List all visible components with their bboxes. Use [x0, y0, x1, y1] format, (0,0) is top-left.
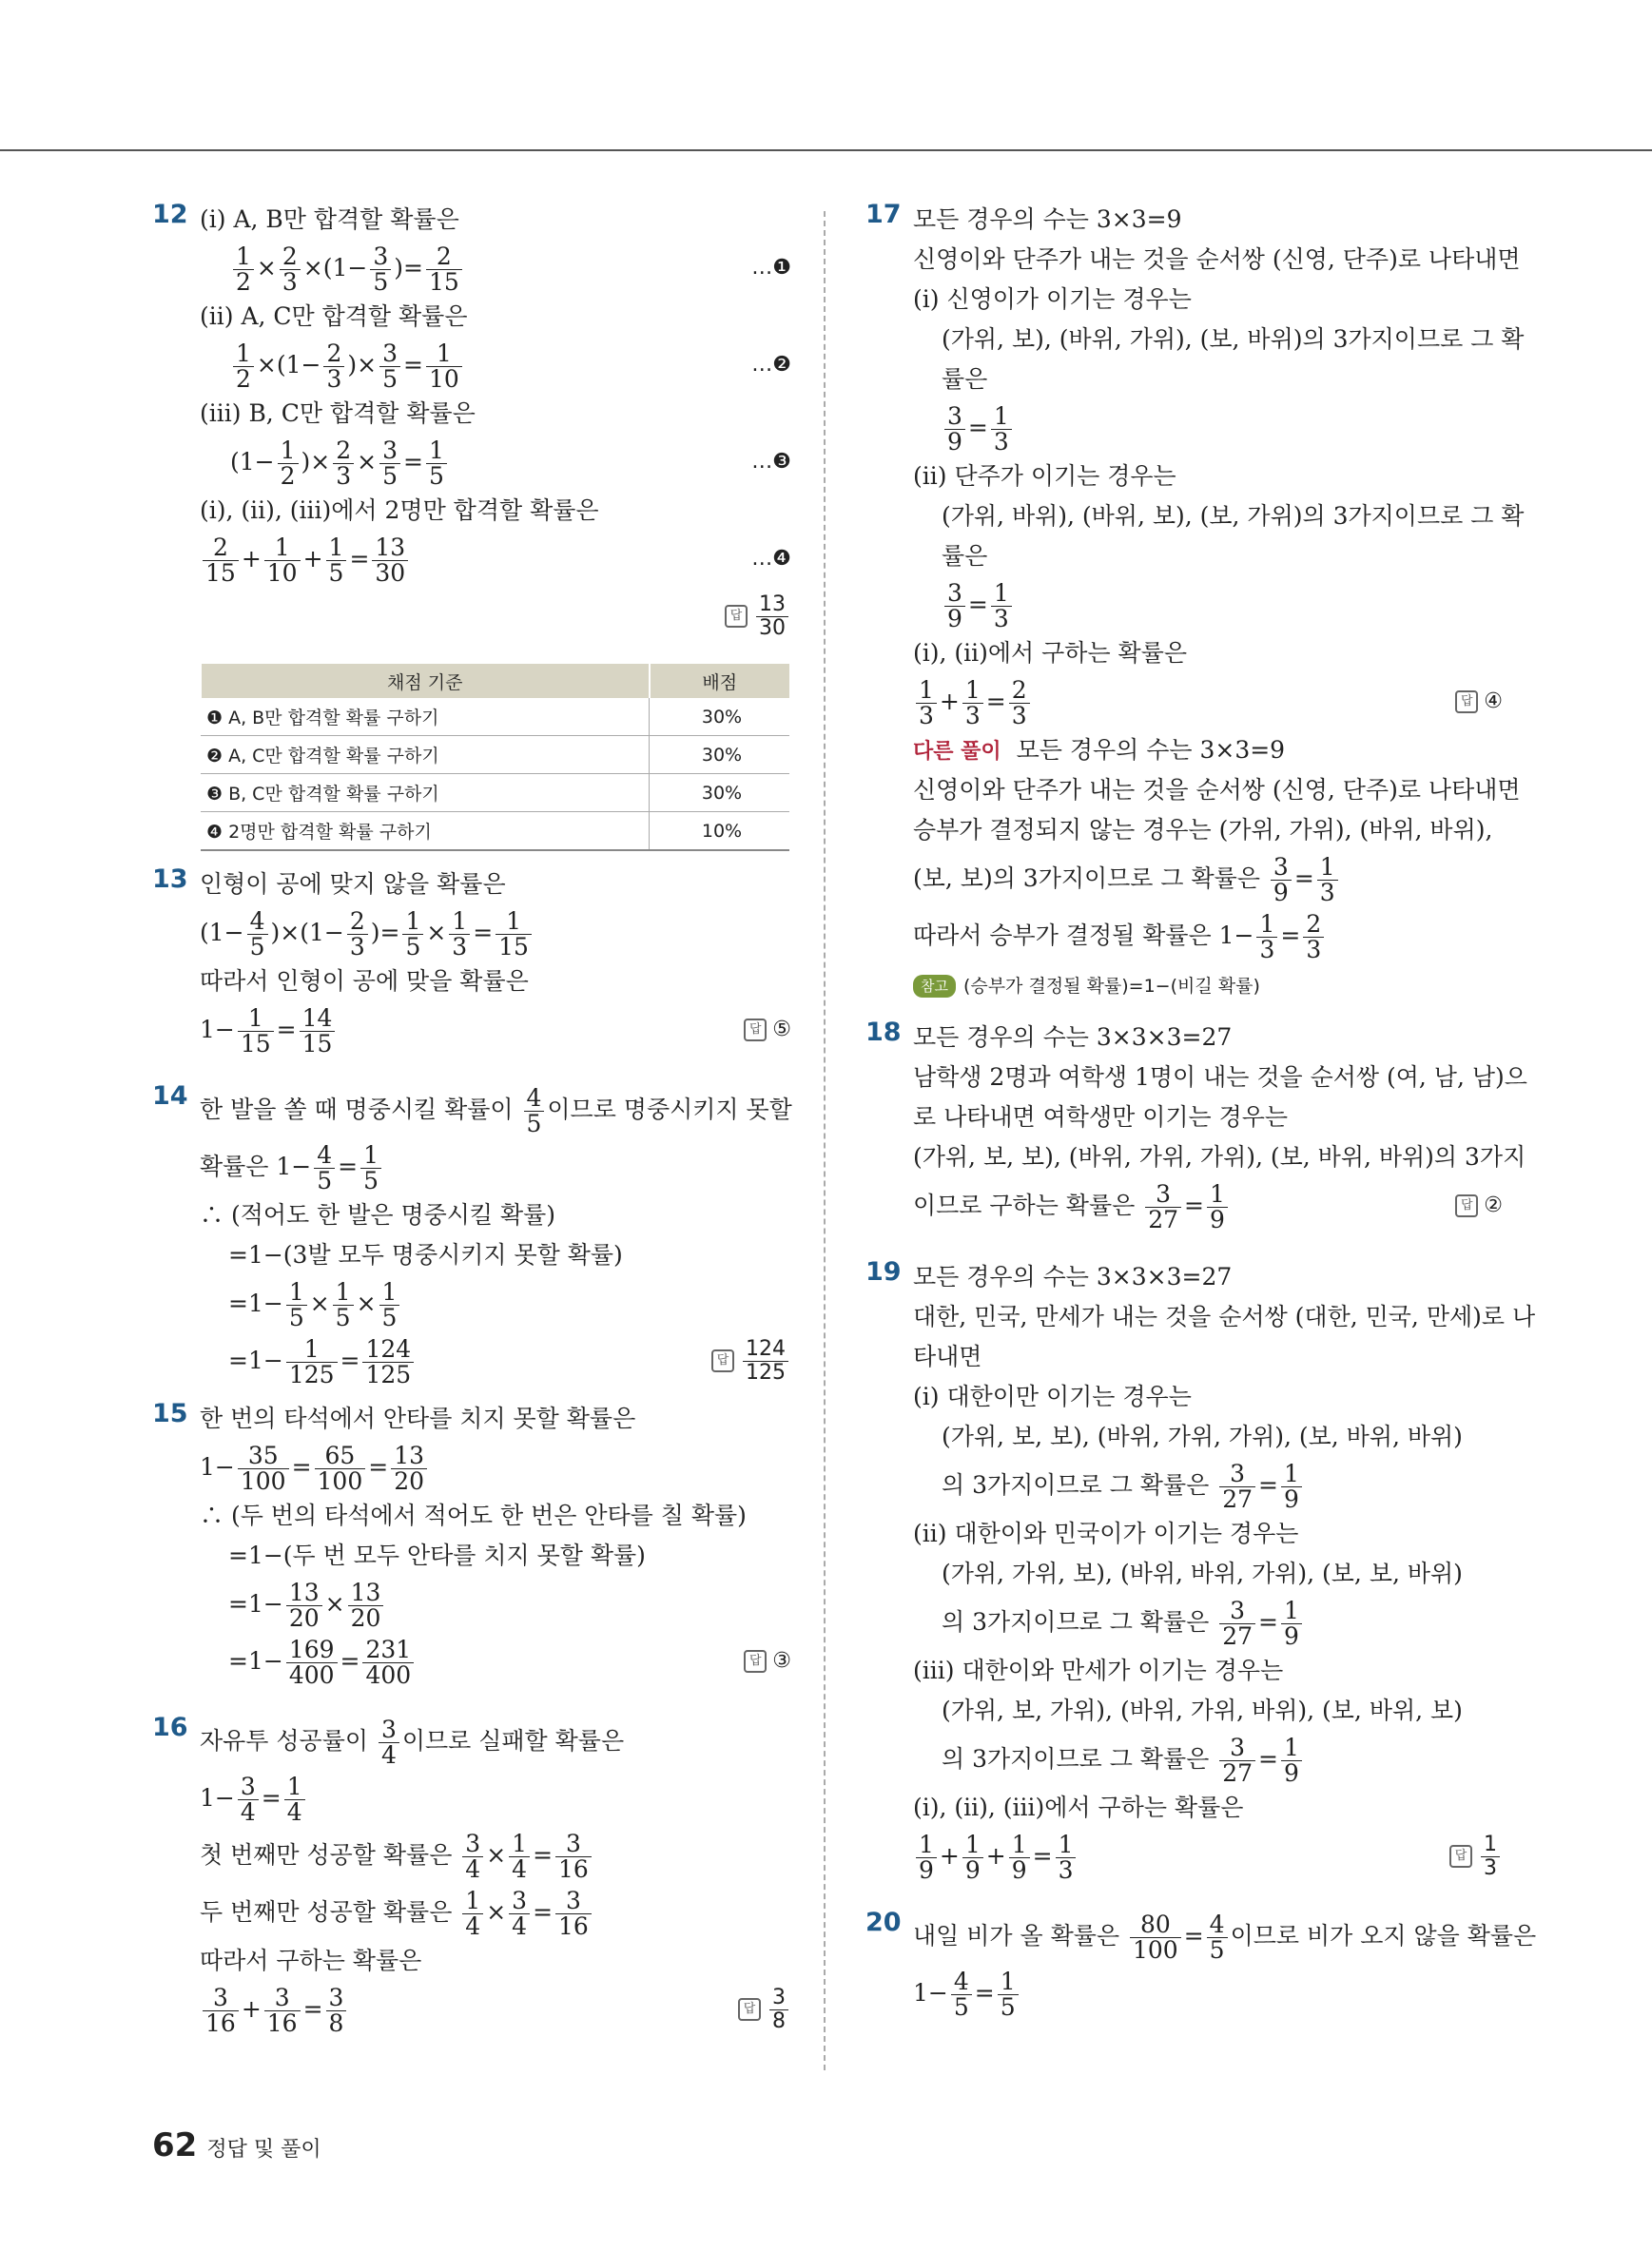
problem-14: [152, 1081, 791, 1389]
text-line: (ⅱ) 대한이와 민국이가 이기는 경우는: [913, 1520, 1299, 1547]
problem-17: [865, 200, 1525, 1004]
problem-19: [865, 1257, 1536, 1885]
text-line: (ⅰ) 신영이가 이기는 경우는: [913, 285, 1192, 313]
formula-line: 1− $\frac{35}{100}$ = $\frac{65}{100}$ = $\frac{13}{20}$: [200, 1439, 791, 1496]
step-marker: …❷: [751, 353, 791, 377]
problem-12: [152, 200, 791, 645]
text-line: (가위, 바위), (바위, 보), (보, 가위)의 3가지이므로 그 확: [942, 502, 1525, 530]
answer-icon: 답: [711, 1349, 734, 1372]
problem-16: [152, 1713, 791, 2038]
problem-number: 15: [152, 1399, 188, 1428]
problem-13: [152, 864, 791, 1058]
text-line: (가위, 보, 보), (바위, 가위, 가위), (보, 바위, 바위)의 3가지: [913, 1143, 1526, 1171]
answer: 답 ⑤: [744, 1001, 791, 1058]
problem-20: [865, 1908, 1537, 2022]
text-line: 남학생 2명과 여학생 1명이 내는 것을 순서쌍 (여, 남, 남)으: [913, 1063, 1527, 1091]
formula-line: 첫 번째만 성공할 확률은 $\frac{3}{4}$ × $\frac{1}{4}$ = $\frac{3}{16}$: [200, 1827, 791, 1884]
case-2-text: (ⅱ) A, C만 합격할 확률은: [200, 302, 468, 330]
answer: 답 $\frac{1}{3}$: [1449, 1828, 1503, 1885]
text-line: (ⅱ) 단주가 이기는 경우는: [913, 462, 1176, 490]
text-line: 인형이 공에 맞지 않을 확률은: [200, 870, 506, 898]
formula-line: $\frac{3}{9}$ = $\frac{1}{3}$: [913, 576, 1503, 633]
formula-line: 따라서 승부가 결정될 확률은 1− $\frac{1}{3}$ = $\frac{2}{3}$: [913, 907, 1503, 964]
formula-line: =1− $\frac{13}{20}$ × $\frac{13}{20}$: [200, 1576, 791, 1633]
case-3-text: (ⅲ) B, C만 합격할 확률은: [200, 399, 476, 427]
left-column: [152, 200, 791, 2038]
alt-solution-tag: 다른 풀이: [913, 740, 1001, 764]
alt-solution-line: 다른 풀이 모든 경우의 수는 3×3=9: [913, 736, 1286, 764]
case-2-formula: $\frac{1}{2}$ ×(1− $\frac{2}{3}$ )× $\frac{3}{5}$ = $\frac{1}{10}$ …❷: [200, 337, 791, 394]
formula-line: =1− $\frac{169}{400}$ = $\frac{231}{400}$ 답 ③: [200, 1633, 791, 1690]
text-line: =1−(3발 모두 명중시키지 못할 확률): [228, 1241, 623, 1269]
problem-number: 20: [865, 1908, 902, 1937]
text-line: 내일 비가 올 확률은 $\frac{80}{100}$ = $\frac{4}{5}$ 이므로 비가 오지 않을 확률은: [913, 1910, 1537, 1964]
formula-line: 의 3가지이므로 그 확률은 $\frac{3}{27}$ = $\frac{1}{9}$: [913, 1594, 1503, 1651]
formula-line: $\frac{3}{9}$ = $\frac{1}{3}$: [913, 399, 1503, 456]
text-line: 한 번의 타석에서 안타를 치지 못할 확률은: [200, 1405, 636, 1432]
answer: 답 ②: [1455, 1177, 1503, 1234]
answer-icon: 답: [738, 1998, 761, 2021]
problem-number: 19: [865, 1257, 902, 1287]
problem-number: 13: [152, 864, 188, 894]
answer: 답 $\frac{3}{8}$: [738, 1981, 791, 2038]
note-line: 참고 (승부가 결정될 확률)=1−(비길 확률): [913, 964, 1503, 1004]
problem-18: [865, 1018, 1527, 1234]
note-tag: 참고: [913, 975, 956, 998]
text-line: ∴ (적어도 한 발은 명중시킬 확률): [200, 1201, 556, 1229]
text-line: (ⅰ), (ⅱ)에서 구하는 확률은: [913, 639, 1187, 667]
sum-formula: $\frac{2}{15}$ + $\frac{1}{10}$ + $\frac{1}{5}$ = $\frac{13}{30}$ …❹: [200, 531, 791, 588]
step-marker: …❹: [751, 547, 791, 571]
formula-line: $\frac{1}{3}$ + $\frac{1}{3}$ = $\frac{2}{3}$ 답 ④: [913, 673, 1503, 730]
formula-line: $\frac{3}{16}$ + $\frac{3}{16}$ = $\frac{3}{8}$ 답 $\frac{3}{8}$: [200, 1981, 791, 2038]
answer-icon: 답: [725, 605, 748, 628]
problem-15: [152, 1399, 791, 1690]
problem-number: 16: [152, 1713, 188, 1742]
column-divider: [824, 211, 826, 2070]
text-line: 률은: [942, 542, 988, 570]
answer-icon: 답: [1455, 690, 1478, 713]
table-row: ❹ 2명만 합격할 확률 구하기 10%: [201, 812, 789, 851]
table-row: ❶ A, B만 합격할 확률 구하기 30%: [201, 698, 789, 736]
text-line: 자유투 성공률이 $\frac{3}{4}$ 이므로 실패할 확률은: [200, 1715, 625, 1769]
answer: 답 ③: [744, 1633, 791, 1690]
answer: 답 $\frac{124}{125}$: [711, 1332, 791, 1389]
text-line: (가위, 보, 가위), (바위, 가위, 바위), (보, 바위, 보): [942, 1697, 1463, 1724]
problem-number: 17: [865, 200, 902, 229]
case-3-formula: (1− $\frac{1}{2}$ )× $\frac{2}{3}$ × $\frac{3}{5}$ = $\frac{1}{5}$ …❸: [200, 434, 791, 491]
text-line: 률은: [942, 365, 988, 393]
answer-icon: 답: [744, 1019, 767, 1041]
page-number: 62: [152, 2126, 198, 2164]
text-line: (가위, 보), (바위, 가위), (보, 바위)의 3가지이므로 그 확: [942, 325, 1525, 353]
table-row: ❸ B, C만 합격할 확률 구하기 30%: [201, 774, 789, 812]
formula-line: (1− $\frac{4}{5}$ )×(1− $\frac{2}{3}$ )= $\frac{1}{5}$ × $\frac{1}{3}$ = $\frac{1}{15}$: [200, 904, 791, 961]
text-line: 모든 경우의 수는 3×3×3=27: [913, 1263, 1233, 1290]
case-1-text: (ⅰ) A, B만 합격할 확률은: [200, 205, 459, 233]
answer-icon: 답: [1449, 1845, 1472, 1868]
step-marker: …❶: [751, 256, 791, 280]
formula-line: 1− $\frac{4}{5}$ = $\frac{1}{5}$: [913, 1965, 1503, 2022]
sum-text: (ⅰ), (ⅱ), (ⅲ)에서 2명만 합격할 확률은: [200, 496, 599, 524]
table-header: 채점 기준: [201, 664, 650, 698]
text-line: =1−(두 번 모두 안타를 치지 못할 확률): [228, 1542, 646, 1569]
text-line: 타내면: [913, 1343, 982, 1370]
text-line: 로 나타내면 여학생만 이기는 경우는: [913, 1103, 1289, 1131]
text-line: 대한, 민국, 만세가 내는 것을 순서쌍 (대한, 민국, 만세)로 나: [913, 1303, 1536, 1330]
grading-criteria-table: [200, 664, 789, 851]
answer-icon: 답: [744, 1650, 767, 1673]
problem-number: 14: [152, 1081, 188, 1111]
formula-line: $\frac{1}{9}$ + $\frac{1}{9}$ + $\frac{1}{9}$ = $\frac{1}{3}$ 답 $\frac{1}{3}$: [913, 1828, 1503, 1885]
text-line: 모든 경우의 수는 3×3×3=27: [913, 1023, 1233, 1051]
formula-line: =1− $\frac{1}{5}$ × $\frac{1}{5}$ × $\frac{1}{5}$: [200, 1275, 791, 1332]
answer-line: [200, 588, 791, 645]
text-line: (가위, 보, 보), (바위, 가위, 가위), (보, 바위, 바위): [942, 1423, 1463, 1450]
text-line: 따라서 인형이 공에 맞을 확률은: [200, 967, 529, 995]
text-line: (가위, 가위, 보), (바위, 바위, 가위), (보, 보, 바위): [942, 1560, 1463, 1587]
right-column: [865, 200, 1537, 2022]
table-header: 배점: [650, 664, 790, 698]
text-line: 신영이와 단주가 내는 것을 순서쌍 (신영, 단주)로 나타내면: [913, 245, 1521, 273]
text-line: 따라서 구하는 확률은: [200, 1947, 422, 1974]
formula-line: (보, 보)의 3가지이므로 그 확률은 $\frac{3}{9}$ = $\frac{1}{3}$: [913, 850, 1503, 907]
text-line: 신영이와 단주가 내는 것을 순서쌍 (신영, 단주)로 나타내면: [913, 776, 1521, 804]
formula-line: 의 3가지이므로 그 확률은 $\frac{3}{27}$ = $\frac{1}{9}$: [913, 1457, 1503, 1514]
text-line: (ⅲ) 대한이와 만세가 이기는 경우는: [913, 1657, 1284, 1684]
formula-line: 1− $\frac{1}{15}$ = $\frac{14}{15}$ 답 ⑤: [200, 1001, 791, 1058]
formula-line: 확률은 1− $\frac{4}{5}$ = $\frac{1}{5}$: [200, 1138, 791, 1195]
answer: 답 $\frac{13}{30}$: [725, 588, 791, 645]
answer: 답 ④: [1455, 673, 1503, 730]
answer-icon: 답: [1455, 1194, 1478, 1217]
problem-number: 18: [865, 1018, 902, 1047]
case-1-formula: $\frac{1}{2}$ × $\frac{2}{3}$ ×(1− $\frac{3}{5}$ )= $\frac{2}{15}$ …❶: [200, 240, 791, 297]
problem-number: 12: [152, 200, 188, 229]
text-line: 한 발을 쏠 때 명중시킬 확률이 $\frac{4}{5}$ 이므로 명중시키지 못할: [200, 1083, 792, 1137]
formula-line: 이므로 구하는 확률은 $\frac{3}{27}$ = $\frac{1}{9}$ 답 ②: [913, 1177, 1503, 1234]
formula-line: 1− $\frac{3}{4}$ = $\frac{1}{4}$: [200, 1770, 791, 1827]
formula-line: 의 3가지이므로 그 확률은 $\frac{3}{27}$ = $\frac{1}{9}$: [913, 1731, 1503, 1788]
step-marker: …❸: [751, 450, 791, 474]
page-footer: [152, 2126, 321, 2164]
text-line: 승부가 결정되지 않는 경우는 (가위, 가위), (바위, 바위),: [913, 816, 1493, 844]
text-line: (ⅰ), (ⅱ), (ⅲ)에서 구하는 확률은: [913, 1794, 1244, 1821]
top-rule: [0, 149, 1652, 151]
text-line: ∴ (두 번의 타석에서 적어도 한 번은 안타를 칠 확률): [200, 1502, 747, 1529]
text-line: 모든 경우의 수는 3×3=9: [913, 205, 1182, 233]
page-label: 정답 및 풀이: [206, 2138, 321, 2162]
formula-line: =1− $\frac{1}{125}$ = $\frac{124}{125}$ 답 $\frac{124}{125}$: [200, 1332, 791, 1389]
formula-line: 두 번째만 성공할 확률은 $\frac{1}{4}$ × $\frac{3}{4}$ = $\frac{3}{16}$: [200, 1884, 791, 1941]
text-line: (ⅰ) 대한이만 이기는 경우는: [913, 1383, 1192, 1410]
table-row: ❷ A, C만 합격할 확률 구하기 30%: [201, 736, 789, 774]
